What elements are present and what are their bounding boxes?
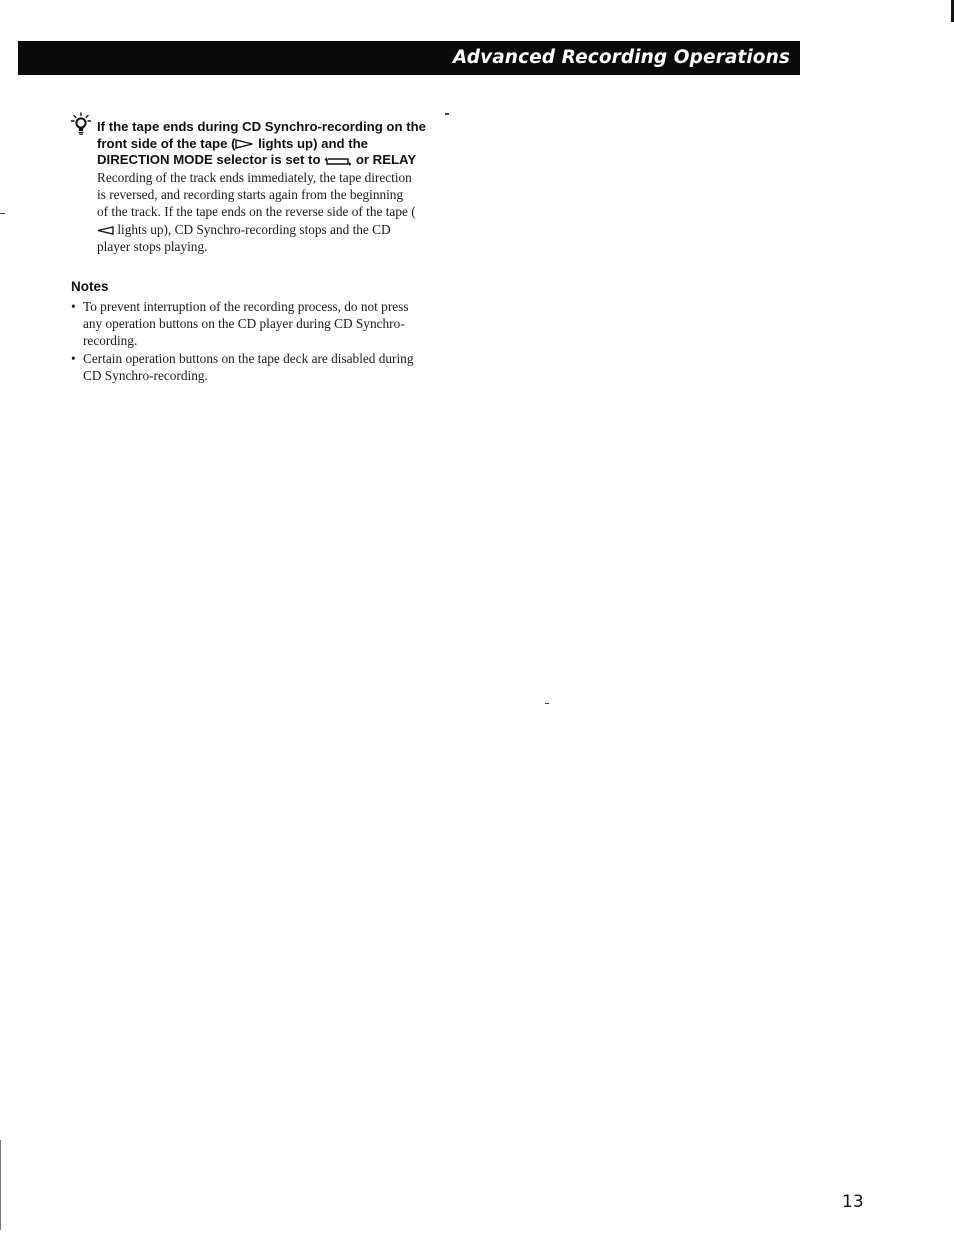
page-number: 13	[842, 1192, 864, 1212]
forward-triangle-icon	[235, 139, 254, 149]
scan-speck	[0, 213, 5, 214]
note-item	[71, 298, 421, 350]
tip-heading-text: or RELAY	[352, 152, 417, 167]
scan-speck	[445, 113, 449, 115]
notes-heading: Notes	[71, 279, 109, 294]
tip-heading-text: If the tape ends during CD Synchro-recording on the front side of the tape (	[97, 119, 426, 151]
section-header-bar	[18, 41, 800, 75]
tip-body	[97, 169, 417, 255]
tip-heading-text: lights up) and the DIRECTION MODE selector is set to	[97, 135, 369, 167]
reverse-triangle-icon	[97, 226, 114, 235]
scan-speck	[545, 703, 549, 704]
bullet: •	[71, 299, 76, 314]
tip-body-text: Recording of the track ends immediately, the tape direction is reversed, and recording starts again from the beginning of the track. If the tape ends on the reverse side of the tape (	[97, 170, 416, 220]
section-title: Advanced Recording Operations	[452, 47, 790, 68]
tip-heading	[97, 119, 427, 169]
note-item	[71, 350, 421, 384]
note-text: Certain operation buttons on the tape deck are disabled during CD Synchro-recording.	[83, 350, 414, 383]
bullet: •	[71, 350, 76, 366]
scan-speck	[0, 1140, 1, 1230]
lightbulb-tip-icon	[70, 112, 92, 136]
tip-body-text: lights up), CD Synchro-recording stops and the CD player stops playing.	[97, 221, 391, 254]
note-text: To prevent interruption of the recording process, do not press any operation buttons on the CD player during CD Synchro-recording.	[83, 299, 409, 349]
notes-list	[71, 298, 421, 384]
relay-loop-icon	[324, 156, 352, 166]
